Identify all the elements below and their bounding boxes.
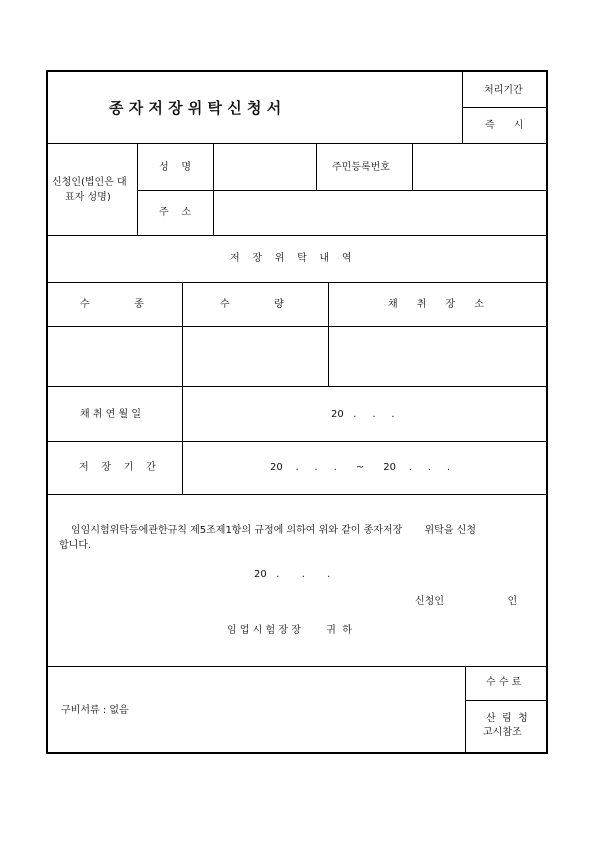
divider [48,282,546,283]
collection-date-label: 채 취 연 월 일 [80,409,142,420]
fee-label: 수 수 료 [486,677,522,688]
fee-info-cont: 고시참조 [483,727,522,738]
divider [213,143,214,235]
id-number-label: 주민등록번호 [332,162,390,173]
divider [48,386,546,387]
divider [465,700,546,701]
divider [462,107,546,108]
divider [48,441,546,442]
collection-date-value[interactable]: 20 . . . [331,409,395,420]
divider [48,143,546,144]
divider [328,282,329,386]
divider [48,494,546,495]
name-label: 성 명 [159,162,192,173]
fee-info: 산 림 청 [486,713,528,724]
divider [182,282,183,494]
storage-period-label: 저 장 기 간 [79,462,156,473]
storage-period-value[interactable]: 20 . . . ~ 20 . . . [270,462,451,473]
divider [48,235,546,236]
divider [462,72,463,143]
section-title: 저 장 위 탁 내 역 [230,253,352,264]
page-title: 종 자 저 장 위 탁 신 청 서 [109,99,282,117]
column-header-location: 채 취 장 소 [388,299,484,310]
divider [412,143,413,190]
applicant-label-cont: 표자 성명) [65,192,111,203]
address-label: 주 소 [159,207,192,218]
divider [137,143,138,235]
applicant-signature[interactable]: 신청인 인 [415,596,518,607]
application-date[interactable]: 20 . . . [254,569,331,580]
divider [137,190,546,191]
processing-period-value: 즉 시 [485,120,524,131]
required-documents: 구비서류 : 없음 [61,705,129,716]
processing-period-label: 처리기간 [484,85,523,96]
column-header-species: 수 종 [80,299,144,310]
divider [465,666,466,752]
divider [48,666,546,667]
recipient: 임 업 시 험 장 장 귀 하 [227,625,352,636]
applicant-label: 신청인(법인은 대 [52,177,127,188]
divider [316,143,317,190]
column-header-quantity: 수 량 [220,299,284,310]
statement-text: 임임시험위탁등에관한규칙 제5조제1항의 규정에 의하여 위와 같이 종자저장 위탁을 신청 [71,525,476,536]
statement-text-cont: 합니다. [59,540,92,551]
divider [48,326,546,327]
